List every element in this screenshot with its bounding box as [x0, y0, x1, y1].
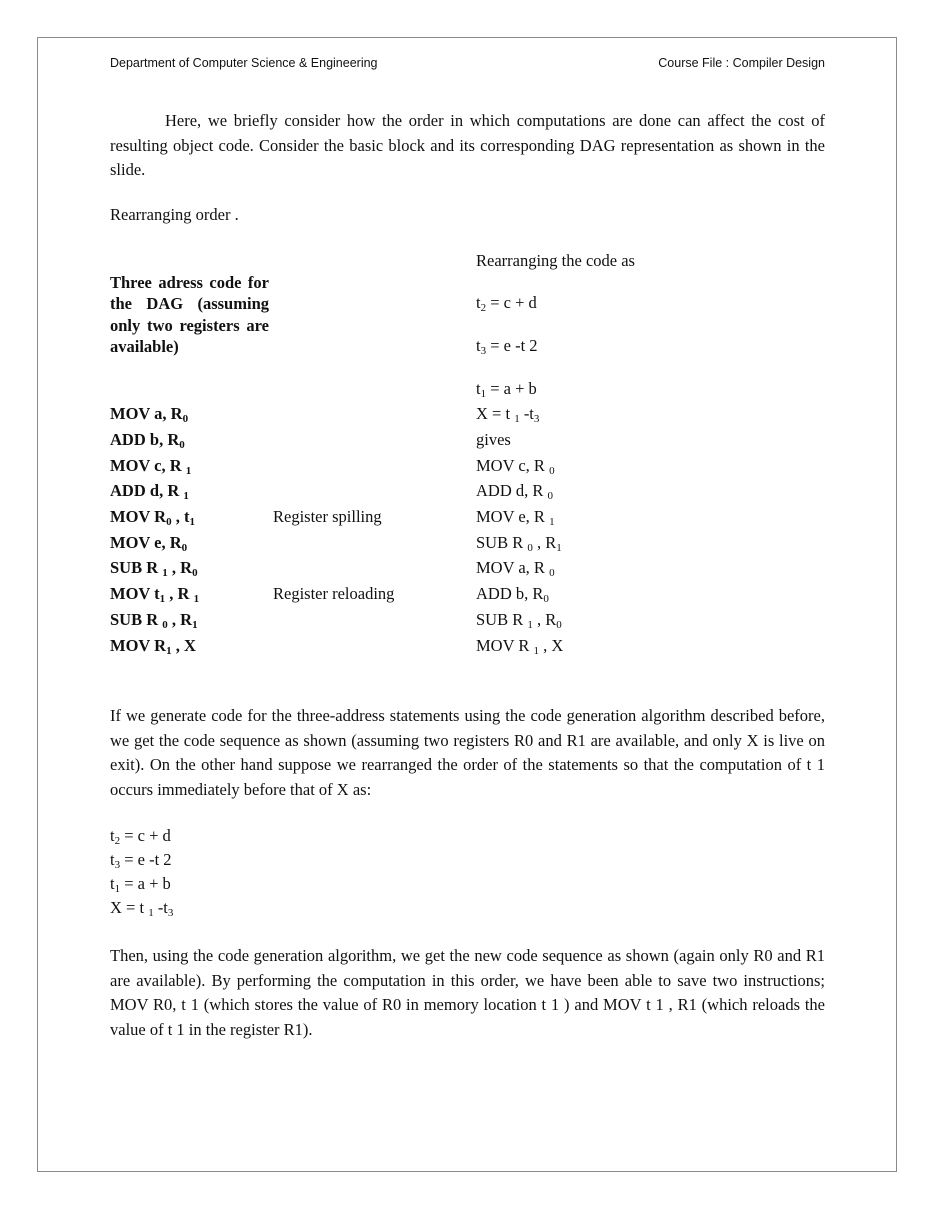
left-code-line: MOV $t_1$ , R $_1$: [110, 584, 200, 605]
right-code-line: MOV e, R $_1$: [476, 507, 555, 528]
reordered-x: X = t $_1$ $-t_3$: [110, 898, 174, 919]
right-code-line: ADD d, R $_0$: [476, 481, 554, 502]
stmt-x: X = t $_1$ $-t_3$: [476, 404, 540, 425]
left-code-line: MOV $R_0$ , $t_1$: [110, 507, 195, 528]
left-code-line: SUB R $_0$ , $R_1$: [110, 610, 198, 631]
rearranging-title: Rearranging the code as: [476, 251, 635, 270]
intro-paragraph: Here, we briefly consider how the order in which computations are done can affect the cost of resulting object code. Consider the basic block and its corresponding DAG representation as shown in the slide.: [110, 111, 825, 179]
left-code-line: MOV c, R $_1$: [110, 456, 192, 477]
left-code-line: MOV e, $R_0$: [110, 533, 188, 554]
stmt-t1: $t_1 = a + b$: [476, 379, 537, 400]
stmt-t2: $t_2 = c + d$: [476, 293, 537, 314]
gives-label: gives: [476, 430, 511, 449]
right-code-line: MOV a, R $_0$: [476, 558, 555, 579]
left-code-line: MOV a, $R_0$: [110, 404, 189, 425]
right-code-line: MOV c, R $_0$: [476, 456, 555, 477]
rearranging-order-label: Rearranging order .: [110, 205, 239, 224]
right-code-line: ADD b, $R_0$: [476, 584, 549, 605]
three-address-code-heading: Three adress code for the DAG (assuming only two registers are available): [110, 273, 269, 356]
header-department: Department of Computer Science & Engineering: [110, 56, 378, 70]
paragraph-code-generation: If we generate code for the three-address statements using the code generation algorithm described before, we get the code sequence as shown (assuming two registers R0 and R1 are available, and only X is live on exit). On the other hand suppose we rearranged the order of the statements so that the computation of t 1 occurs immediately before that of X as:: [110, 706, 825, 799]
register-spilling-note: Register spilling: [273, 507, 382, 526]
reordered-t2: $t_2 = c + d$: [110, 826, 171, 847]
header-course-file: Course File : Compiler Design: [658, 56, 825, 70]
right-code-line: SUB R $_0$ , $R_1$: [476, 533, 562, 554]
reordered-t3: $t_3 = e$ -t 2: [110, 850, 172, 871]
left-code-line: MOV $R_1$ , X: [110, 636, 196, 657]
stmt-t3: $t_3 = e$ -t 2: [476, 336, 538, 357]
right-code-line: MOV R $_1$ , X: [476, 636, 564, 657]
register-reloading-note: Register reloading: [273, 584, 395, 603]
paragraph-conclusion: Then, using the code generation algorithm, we get the new code sequence as shown (again only R0 and R1 are available). By performing the computation in this order, we have been able to save two instructions; MOV R0, t 1 (which stores the value of R0 in memory location t 1 ) and MOV t 1 , R1 (which reloads the value of t 1 in the register R1).: [110, 946, 825, 1039]
left-code-line: SUB R $_1$ , $R_0$: [110, 558, 198, 579]
left-code-line: ADD b, $R_0$: [110, 430, 185, 451]
reordered-t1: $t_1 = a + b$: [110, 874, 171, 895]
left-code-line: ADD d, R $_1$: [110, 481, 189, 502]
right-code-line: SUB R $_1$ , $R_0$: [476, 610, 562, 631]
